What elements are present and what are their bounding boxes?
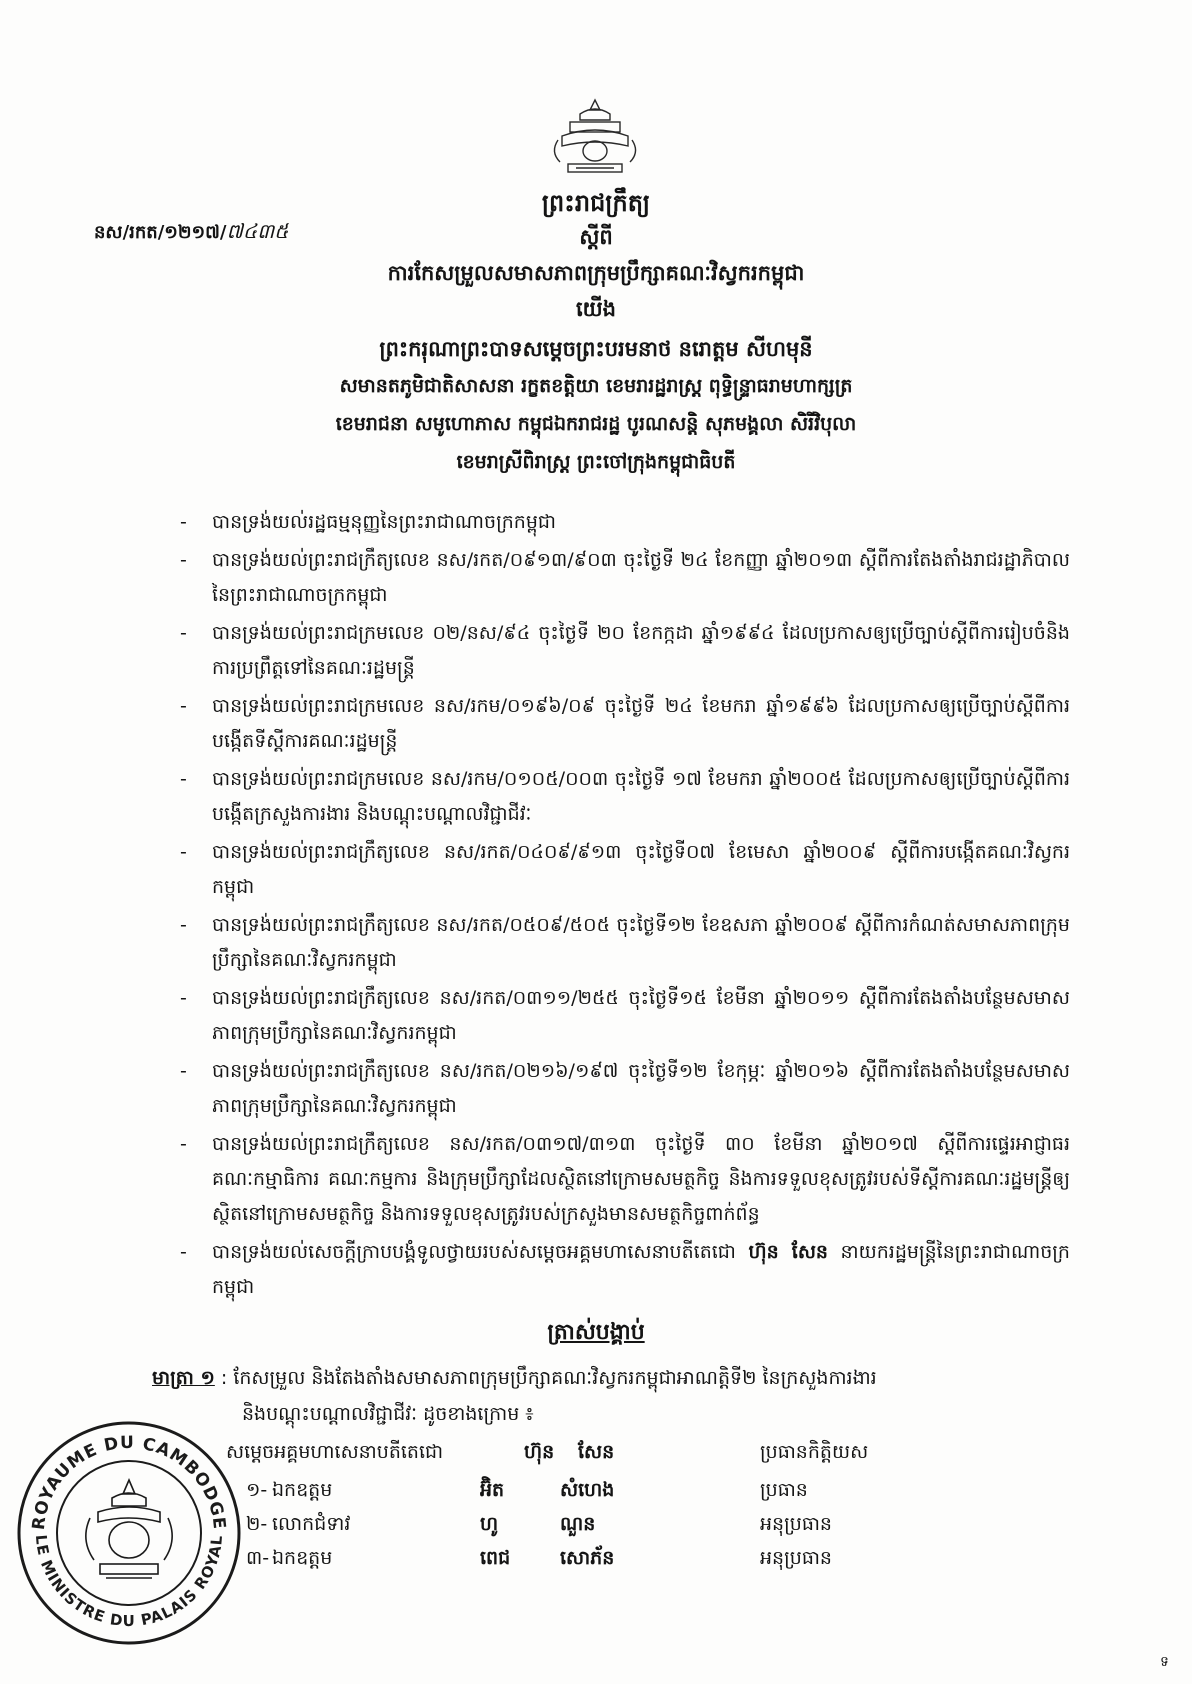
royal-palace-seal: [14, 1418, 244, 1648]
consideration-item: - បានទ្រង់យល់សេចក្ដីក្រាបបង្គំទូលថ្វាយរបស់សម្ដេចអគ្គមហាសេនាបតីតេជោ ហ៊ុន សែន នាយករដ្ឋមន្ត្រីនៃព្រះរាជាណាចក្រកម្ពុជា: [180, 1241, 1070, 1298]
article-text-continued: និងបណ្ដុះបណ្ដាលវិជ្ជាជីវៈ ដូចខាងក្រោម ៖: [242, 1403, 534, 1425]
member-number: ៣-: [246, 1547, 270, 1569]
member-number: ១-: [246, 1479, 268, 1501]
member-role: ប្រធាន: [760, 1479, 808, 1501]
considerations-list: [180, 505, 1070, 1308]
article-label: មាត្រា ១: [152, 1367, 215, 1389]
consideration-item: - បានទ្រង់យល់ព្រះរាជក្រឹត្យលេខ នស/រកត/០២១៦/១៩៧ ចុះថ្ងៃទី១២ ខែកុម្ភៈ ឆ្នាំ២០១៦ ស្ដីពីការតែងតាំងបន្ថែមសមាសភាពក្រុមប្រឹក្សានៃគណៈវិស្វករកម្ពុជា: [180, 1060, 1070, 1117]
member-number: ២-: [246, 1513, 268, 1535]
reference-printed: នស/រកត/១២១៧/: [94, 222, 227, 243]
royal-titles-line-3: ខេមរាស្រីពិរាស្ដ្រ ព្រះចៅក្រុងកម្ពុជាធិបតី: [456, 451, 736, 473]
member-role: អនុប្រធាន: [760, 1513, 832, 1535]
member-given-name: សែន: [578, 1441, 615, 1463]
member-given-name: សោភ័ន: [560, 1547, 615, 1569]
decree-subject: ការកែសម្រួលសមាសភាពក្រុមប្រឹក្សាគណៈវិស្វករកម្ពុជា: [387, 261, 805, 285]
royal-titles-line-2: ខេមរាជនា សមូហោភាស កម្ពុជឯករាជរដ្ឋ បូរណសន្ដិ សុភមង្គលា សិរីវិបុលា: [335, 413, 857, 435]
consideration-item: - បានទ្រង់យល់ព្រះរាជក្រឹត្យលេខ នស/រកត/០៣១១/២៥៥ ចុះថ្ងៃទី១៥ ខែមីនា ឆ្នាំ២០១១ ស្ដីពីការតែងតាំងបន្ថែមសមាសភាពក្រុមប្រឹក្សានៃគណៈវិស្វករកម្ពុជា: [180, 987, 1070, 1044]
member-surname: ហ៊ុន: [524, 1441, 555, 1463]
prime-minister-name: ហ៊ុន សែន: [748, 1241, 828, 1263]
decree-title: ព្រះរាជក្រឹត្យ: [541, 189, 651, 217]
royal-titles-line-1: សមានតភូមិជាតិសាសនា រក្ខតខត្តិយា ខេមរារដ្ឋរាស្ដ្រ ពុទ្ធិន្ទ្រាធរាមហាក្សត្រ: [339, 375, 853, 397]
member-surname: ហូ: [480, 1513, 499, 1535]
king-name: ព្រះករុណាព្រះបាទសម្ដេចព្រះបរមនាថ នរោត្ដម សីហមុនី: [379, 337, 813, 361]
member-role: ប្រធានកិត្តិយស: [760, 1441, 869, 1463]
member-surname: ពេជ: [480, 1547, 511, 1569]
article-1: [152, 1360, 1072, 1432]
consideration-item: - បានទ្រង់យល់ព្រះរាជក្រមលេខ ០២/នស/៩៤ ចុះថ្ងៃទី ២០ ខែកក្កដា ឆ្នាំ១៩៩៤ ដែលប្រកាសឲ្យប្រើច្បាប់ស្ដីពីការរៀបចំនិងការប្រព្រឹត្តទៅនៃគណៈរដ្ឋមន្ត្រី: [180, 622, 1070, 679]
consideration-item: - បានទ្រង់យល់ព្រះរាជក្រមលេខ នស/រកម/០១០៥/០០៣ ចុះថ្ងៃទី ១៧ ខែមករា ឆ្នាំ២០០៥ ដែលប្រកាសឲ្យប្រើច្បាប់ស្ដីពីការបង្កើតក្រសួងការងារ និងបណ្ដុះបណ្ដាលវិជ្ជាជីវៈ: [180, 768, 1070, 825]
we-heading: យើង: [576, 297, 616, 321]
member-role: អនុប្រធាន: [760, 1547, 832, 1569]
royal-arms-emblem: [540, 96, 650, 182]
seal-crest: [86, 1480, 172, 1578]
consideration-item: - បានទ្រង់យល់ព្រះរាជក្រមលេខ នស/រកម/០១៩៦/០៩ ចុះថ្ងៃទី ២៤ ខែមករា ឆ្នាំ១៩៩៦ ដែលប្រកាសឲ្យប្រើច្បាប់ស្ដីពីការបង្កើតទីស្ដីការគណៈរដ្ឋមន្ត្រី: [180, 695, 1070, 752]
member-title: សម្ដេចអគ្គមហាសេនាបតីតេជោ: [226, 1441, 444, 1463]
article-text: : កែសម្រួល និងតែងតាំងសមាសភាពក្រុមប្រឹក្សាគណៈវិស្វករកម្ពុជាអាណត្តិទី២ នៃក្រសួងការងារ: [220, 1367, 877, 1389]
consideration-item: - បានទ្រង់យល់ព្រះរាជក្រឹត្យលេខ នស/រកត/០៣១៧/៣១៣ ចុះថ្ងៃទី ៣០ ខែមីនា ឆ្នាំ២០១៧ ស្ដីពីការផ្ទេរអាជ្ញាធរ គណៈកម្មាធិការ គណៈកម្មការ និងក្រុមប្រឹក្សាដែលស្ថិតនៅក្រោមសមត្ថកិច្ច និងការទទួលខុសត្រូវរបស់ទីស្ដីការគណៈរដ្ឋមន្ត្រីឲ្យស្ថិតនៅក្រោមសមត្ថកិច្ច និងការទទួលខុសត្រូវរបស់ក្រសួងមានសមត្ថកិច្ចពាក់ព័ន្ធ: [180, 1133, 1070, 1225]
consideration-item: - បានទ្រង់យល់ព្រះរាជក្រឹត្យលេខ នស/រកត/០៥០៩/៥០៥ ចុះថ្ងៃទី១២ ខែឧសភា ឆ្នាំ២០០៩ ស្ដីពីការកំណត់សមាសភាពក្រុមប្រឹក្សានៃគណៈវិស្វករកម្ពុជា: [180, 914, 1070, 971]
decrees-heading: ត្រាស់បង្គាប់: [547, 1320, 645, 1345]
reference-handwritten: ៧៤៣៥: [226, 219, 289, 243]
seal-bottom-text: LE MINISTRE DU PALAIS ROYAL: [31, 1534, 227, 1631]
seal-top-text: ROYAUME DU CAMBODGE: [28, 1432, 230, 1531]
subject-label: ស្ដីពី: [579, 225, 613, 249]
page-mark: ទ: [1160, 1654, 1169, 1670]
member-title: ឯកឧត្ដម: [272, 1479, 333, 1501]
consideration-item: - បានទ្រង់យល់ព្រះរាជក្រឹត្យលេខ នស/រកត/០៩១៣/៩០៣ ចុះថ្ងៃទី ២៤ ខែកញ្ញា ឆ្នាំ២០១៣ ស្ដីពីការតែងតាំងរាជរដ្ឋាភិបាលនៃព្រះរាជាណាចក្រកម្ពុជា: [180, 549, 1070, 606]
member-given-name: សំហេង: [560, 1479, 615, 1501]
member-given-name: ណួន: [560, 1513, 596, 1535]
member-title: ឯកឧត្ដម: [272, 1547, 333, 1569]
consideration-item: - បានទ្រង់យល់ព្រះរាជក្រឹត្យលេខ នស/រកត/០៤០៩/៩១៣ ចុះថ្ងៃទី០៧ ខែមេសា ឆ្នាំ២០០៩ ស្ដីពីការបង្កើតគណៈវិស្វករកម្ពុជា: [180, 841, 1070, 898]
member-surname: អ៊ិត: [480, 1479, 505, 1501]
member-title: លោកជំទាវ: [272, 1513, 351, 1535]
consideration-item: - បានទ្រង់យល់រដ្ឋធម្មនុញ្ញនៃព្រះរាជាណាចក្រកម្ពុជា: [180, 511, 557, 533]
svg-text:LE MINISTRE DU PALAIS ROYAL: [32, 1534, 226, 1630]
